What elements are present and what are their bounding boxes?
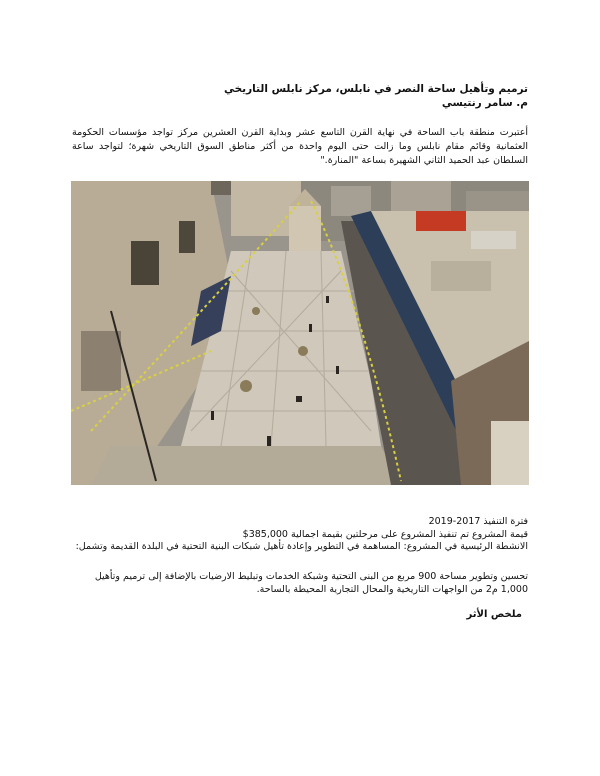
intro-paragraph: أعتبرت منطقة باب الساحة في نهاية القرن التاسع عشر وبداية القرن العشرين مركز تواجد مؤسسات الحكومة العثمانية وقائم مقام نابلس وما زالت حتى اليوم واحدة من أكثر مناطق السوق التاريخي شهرة؛ لتواجد ساعة السلطان عبد الحميد الثاني الشهيرة بساعة "المنارة." — [72, 127, 528, 166]
fact-activities: الانشطة الرئيسية في المشروع: المساهمة في التطوير وإعادة تأهيل شبكات البنية التحتية في البلدة القديمة وتشمل: — [75, 541, 528, 552]
project-description: تحسين وتطوير مساحة 900 مربع من البنى التحتية وشبكة الخدمات وتبليط الارضيات بالإضافة إلى ترميم وتأهيل 1,000 م2 من الواجهات التاريخية والمحال التجارية المحيطة بالساحة. — [94, 571, 528, 595]
square-aerial-photo — [71, 181, 529, 485]
fact-period: فترة التنفيذ 2017-2019 — [428, 516, 528, 527]
document-title: ترميم وتأهيل ساحة النصر في نابلس، مركز نابلس التاريخي — [223, 83, 528, 95]
project-facts — [72, 516, 528, 554]
author-name: م. سامر رنتيسي — [441, 97, 528, 109]
impact-heading: ملخص الأثر — [466, 609, 522, 620]
fact-cost: قيمة المشروع تم تنفيذ المشروع على مرحلتين بقيمة اجمالية 385,000$ — [242, 528, 528, 540]
